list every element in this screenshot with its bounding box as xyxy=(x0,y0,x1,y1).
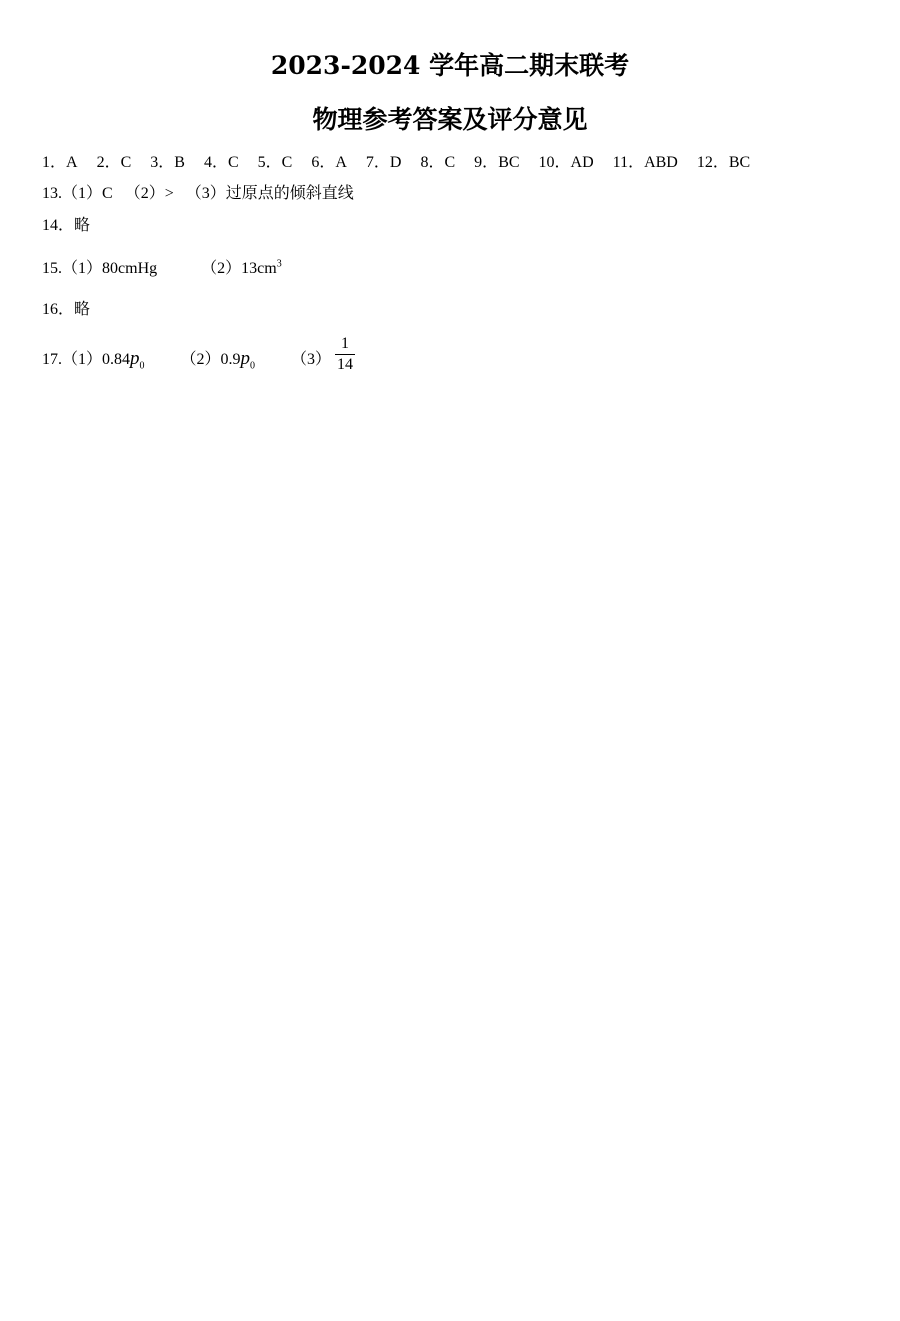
answer-value: > xyxy=(164,185,174,202)
part-label: （2） xyxy=(180,351,221,369)
exponent: 3 xyxy=(276,258,282,270)
answer-item xyxy=(42,154,78,171)
answer-value: BC xyxy=(728,154,751,171)
question-number: 10． xyxy=(538,154,571,171)
fraction-denominator: 14 xyxy=(337,356,354,373)
answer-value: A xyxy=(335,154,347,171)
question-number: 5． xyxy=(257,154,282,171)
answer-value: 过原点的倾斜直线 xyxy=(225,185,354,202)
answer-coefficient: 0.9 xyxy=(220,351,241,369)
page-title: 2023-2024 学年高二期末联考 xyxy=(270,51,630,80)
answer-value: 80cmHg xyxy=(102,260,158,277)
answer-value: A xyxy=(66,154,78,171)
part-label: （3） xyxy=(291,351,332,369)
answer-item xyxy=(420,154,455,171)
question-number: 16． xyxy=(42,301,75,318)
answer-item xyxy=(258,154,293,171)
answer-value: ABD xyxy=(644,154,678,171)
answer-value: C xyxy=(444,154,456,171)
question-number: 9． xyxy=(474,154,499,171)
question-number: 8． xyxy=(420,154,445,171)
question-number: 3． xyxy=(150,154,175,171)
answer-item xyxy=(311,154,347,171)
answer-value: C xyxy=(227,154,239,171)
part-label: （1） xyxy=(62,260,103,277)
page-subtitle: 物理参考答案及评分意见 xyxy=(312,105,588,134)
part-label: （2） xyxy=(201,260,242,277)
question-number: 6． xyxy=(311,154,336,171)
question-number: 4． xyxy=(203,154,228,171)
answer-item xyxy=(97,154,132,171)
answer-value: AD xyxy=(570,154,594,171)
answer-value: C xyxy=(281,154,293,171)
answer-item xyxy=(204,154,239,171)
answer-item xyxy=(474,154,519,171)
answer-value: BC xyxy=(498,154,520,171)
answer-value: 13cm xyxy=(241,260,277,277)
question-number: 12． xyxy=(696,154,729,171)
question-number: 7． xyxy=(365,154,390,171)
part-label: （2） xyxy=(124,185,165,202)
answer-item xyxy=(366,154,402,171)
answer-item xyxy=(697,154,750,171)
fraction-numerator: 1 xyxy=(335,334,355,355)
answer-value: D xyxy=(389,154,402,171)
question-number: 1． xyxy=(42,154,67,171)
question-number: 2． xyxy=(96,154,121,171)
question-number: 17. xyxy=(42,351,62,369)
question-17-answer xyxy=(42,335,355,381)
answer-value: B xyxy=(174,154,185,171)
question-14-answer xyxy=(42,212,90,235)
answer-item xyxy=(539,154,594,171)
question-number: 14． xyxy=(42,217,75,234)
part-label: （3） xyxy=(185,185,226,202)
variable-subscript: 0 xyxy=(139,360,145,372)
answer-value: 略 xyxy=(74,301,91,318)
answer-item xyxy=(150,154,185,171)
variable-subscript: 0 xyxy=(250,360,256,372)
variable-p: p xyxy=(130,348,140,370)
multiple-choice-answers xyxy=(42,149,765,172)
part-label: （1） xyxy=(62,351,103,369)
question-15-answer xyxy=(42,255,282,278)
question-16-answer xyxy=(42,296,90,319)
answer-value: C xyxy=(102,185,113,202)
question-number: 11． xyxy=(612,154,645,171)
question-number: 13. xyxy=(42,185,62,202)
part-label: （1） xyxy=(62,185,103,202)
question-13-answer xyxy=(42,180,354,203)
question-number: 15. xyxy=(42,260,62,277)
variable-p: p xyxy=(240,348,251,370)
answer-item xyxy=(613,154,678,171)
fraction xyxy=(335,334,355,375)
answer-coefficient: 0.84 xyxy=(102,351,131,369)
answer-value: 略 xyxy=(74,217,91,234)
answer-value: C xyxy=(120,154,132,171)
